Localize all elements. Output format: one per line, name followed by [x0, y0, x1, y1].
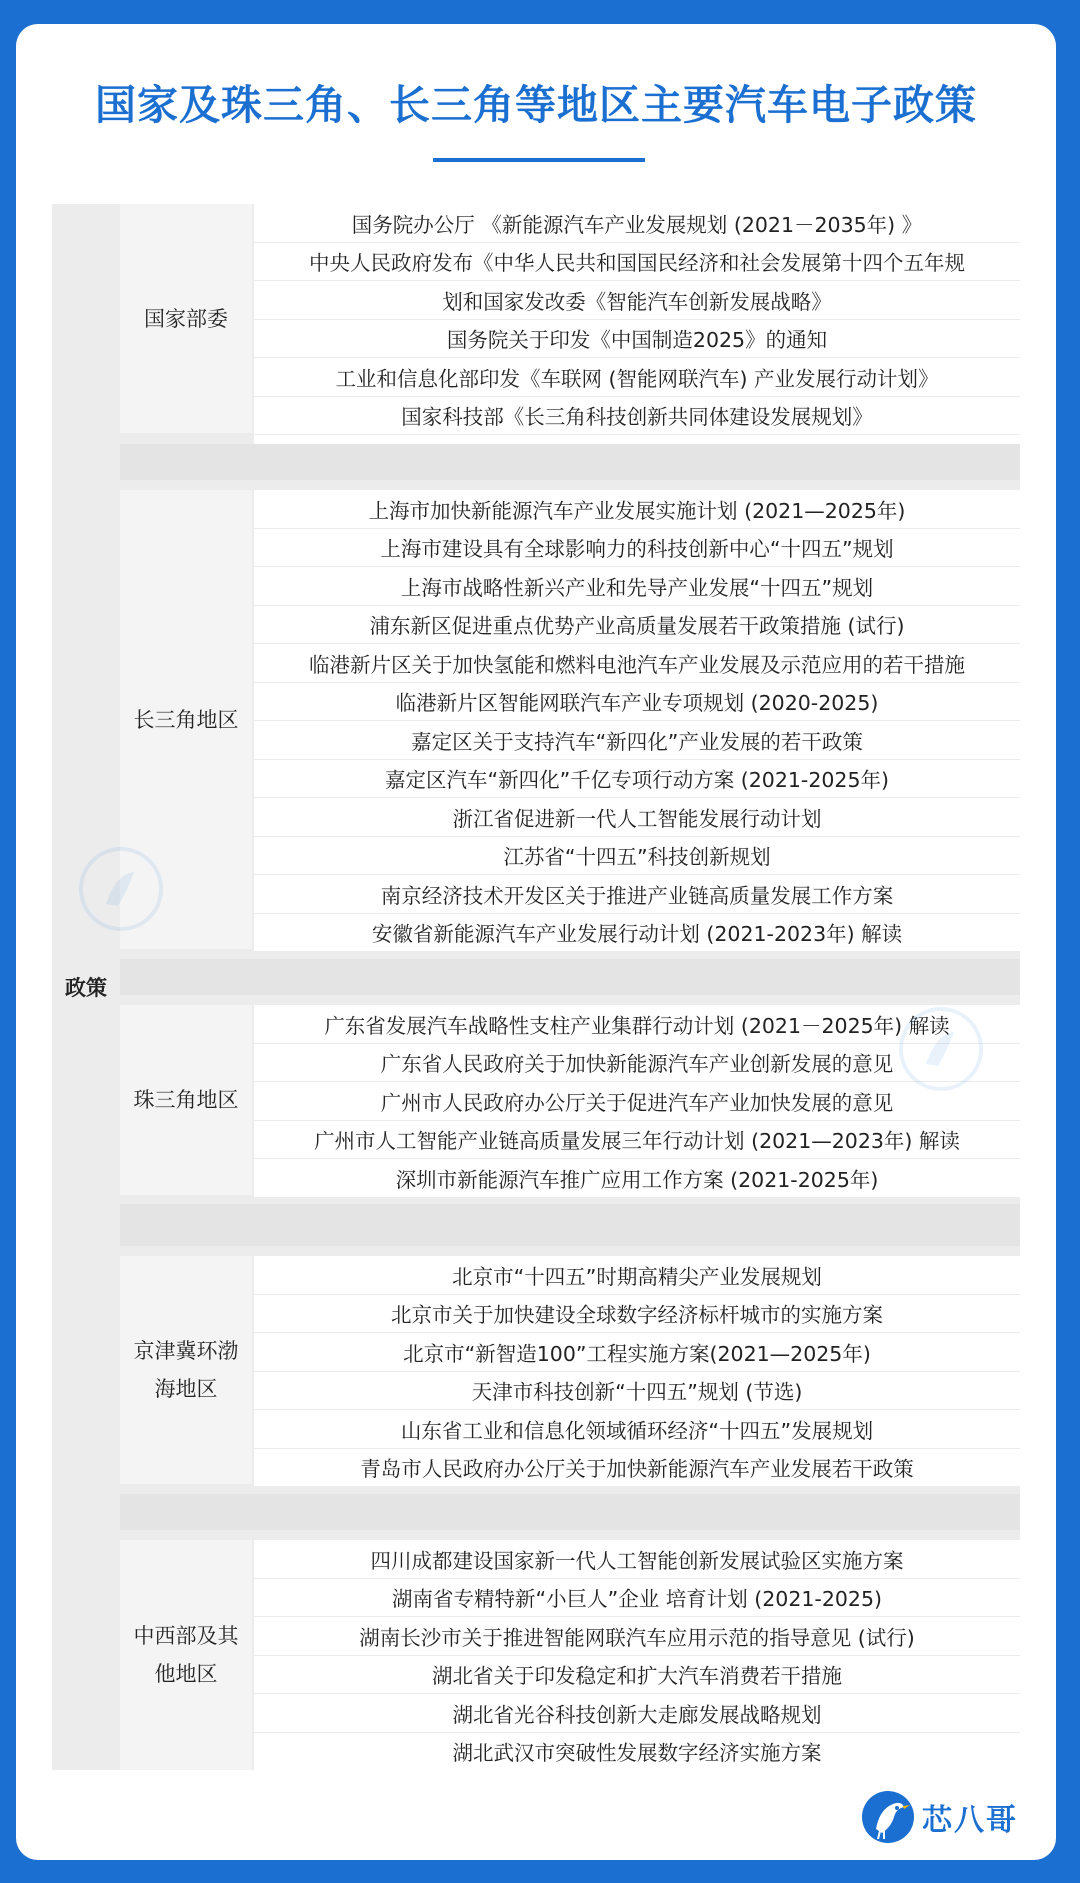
policy-item: 江苏省“十四五”科技创新规划 — [254, 837, 1020, 875]
policy-list — [254, 204, 1020, 474]
policy-item: 临港新片区智能网联汽车产业专项规划 (2020-2025) — [254, 683, 1020, 721]
group-separator — [120, 444, 1020, 480]
policy-item: 安徽省新能源汽车产业发展行动计划 (2021-2023年) 解读 — [254, 914, 1020, 952]
policy-item: 嘉定区关于支持汽车“新四化”产业发展的若干政策 — [254, 721, 1020, 759]
policy-item: 北京市关于加快建设全球数字经济标杆城市的实施方案 — [254, 1295, 1020, 1333]
group-label: 珠三角地区 — [120, 1005, 252, 1195]
group-central-west — [120, 1540, 1020, 1770]
policy-item: 国家科技部《长三角科技创新共同体建设发展规划》 — [254, 397, 1020, 435]
policy-list — [254, 1540, 1020, 1771]
policy-item: 湖北武汉市突破性发展数字经济实施方案 — [254, 1733, 1020, 1771]
group-label: 国家部委 — [120, 204, 252, 433]
group-yangtze-delta — [120, 490, 1020, 949]
policy-item: 国务院关于印发《中国制造2025》的通知 — [254, 320, 1020, 358]
group-label: 京津冀环渤 海地区 — [120, 1256, 252, 1484]
policy-item: 广东省人民政府关于加快新能源汽车产业创新发展的意见 — [254, 1044, 1020, 1082]
brand-logo — [860, 1788, 1018, 1846]
policy-item: 南京经济技术开发区关于推进产业链高质量发展工作方案 — [254, 875, 1020, 913]
poster-card — [16, 24, 1056, 1860]
policy-item: 天津市科技创新“十四五”规划 (节选) — [254, 1372, 1020, 1410]
policy-table — [52, 204, 1020, 1770]
policy-item: 广东省发展汽车战略性支柱产业集群行动计划 (2021－2025年) 解读 — [254, 1005, 1020, 1043]
policy-item: 广州市人工智能产业链高质量发展三年行动计划 (2021—2023年) 解读 — [254, 1121, 1020, 1159]
policy-item: 浙江省促进新一代人工智能发展行动计划 — [254, 798, 1020, 836]
group-label: 长三角地区 — [120, 490, 252, 949]
policy-item: 四川成都建设国家新一代人工智能创新发展试验区实施方案 — [254, 1540, 1020, 1578]
bird-logo-icon — [860, 1789, 916, 1845]
group-separator — [120, 1494, 1020, 1530]
policy-item: 临港新片区关于加快氢能和燃料电池汽车产业发展及示范应用的若干措施 — [254, 644, 1020, 682]
policy-item: 国务院办公厅 《新能源汽车产业发展规划 (2021－2035年) 》 — [254, 204, 1020, 242]
policy-item: 工业和信息化部印发《车联网 (智能网联汽车) 产业发展行动计划》 — [254, 358, 1020, 396]
title-underline — [433, 158, 645, 162]
page-title: 国家及珠三角、长三角等地区主要汽车电子政策 — [95, 81, 977, 129]
brand-name: 芯八哥 — [922, 1803, 1018, 1838]
policy-item: 中央人民政府发布《中华人民共和国国民经济和社会发展第十四个五年规 — [254, 243, 1020, 281]
policy-item: 湖南省专精特新“小巨人”企业 培育计划 (2021-2025) — [254, 1579, 1020, 1617]
policy-item: 湖北省关于印发稳定和扩大汽车消费若干措施 — [254, 1656, 1020, 1694]
policy-item: 划和国家发改委《智能汽车创新发展战略》 — [254, 281, 1020, 319]
policy-item: 广州市人民政府办公厅关于促进汽车产业加快发展的意见 — [254, 1082, 1020, 1120]
policy-item: 上海市战略性新兴产业和先导产业发展“十四五”规划 — [254, 567, 1020, 605]
policy-item: 北京市“新智造100”工程实施方案(2021—2025年) — [254, 1333, 1020, 1371]
policy-item: 湖北省光谷科技创新大走廊发展战略规划 — [254, 1694, 1020, 1732]
group-bohai-rim — [120, 1256, 1020, 1484]
policy-item: 深圳市新能源汽车推广应用工作方案 (2021-2025年) — [254, 1159, 1020, 1197]
policy-item: 上海市建设具有全球影响力的科技创新中心“十四五”规划 — [254, 529, 1020, 567]
row-header-policy: 政策 — [65, 976, 107, 1000]
policy-list — [254, 490, 1020, 952]
group-national — [120, 204, 1020, 433]
policy-item: 北京市“十四五”时期高精尖产业发展规划 — [254, 1256, 1020, 1294]
policy-item: 青岛市人民政府办公厅关于加快新能源汽车产业发展若干政策 — [254, 1449, 1020, 1487]
policy-list — [254, 1256, 1020, 1487]
policy-list — [254, 1005, 1020, 1198]
group-separator — [120, 959, 1020, 995]
group-label: 中西部及其 他地区 — [120, 1540, 252, 1770]
policy-item: 湖南长沙市关于推进智能网联汽车应用示范的指导意见 (试行) — [254, 1617, 1020, 1655]
policy-item: 山东省工业和信息化领域循环经济“十四五”发展规划 — [254, 1410, 1020, 1448]
policy-item: 嘉定区汽车“新四化”千亿专项行动方案 (2021-2025年) — [254, 760, 1020, 798]
group-pearl-delta — [120, 1005, 1020, 1195]
policy-item: 上海市加快新能源汽车产业发展实施计划 (2021—2025年) — [254, 490, 1020, 528]
policy-item: 浦东新区促进重点优势产业高质量发展若干政策措施 (试行) — [254, 606, 1020, 644]
group-separator — [120, 1204, 1020, 1246]
